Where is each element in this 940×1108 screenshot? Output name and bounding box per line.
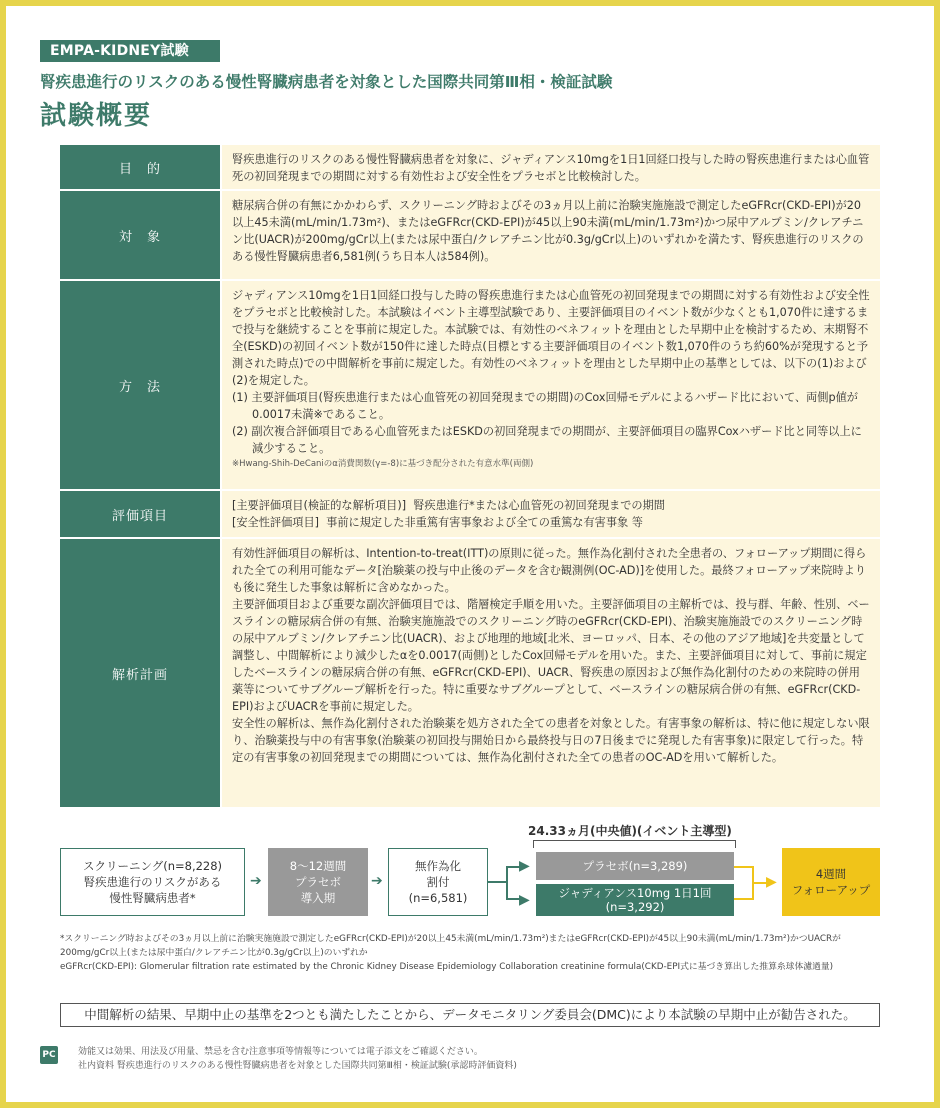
footnote-line-1: *スクリーニング時およびその3ヵ月以上前に治験実施施設で測定したeGFRcr(CKD-EPI)が20以上45未満(mL/min/1.73m²)またはeGFRcr(CKD-EPI)が45以上90未満(mL/min/1.73m²)かつUACRが200mg/gCr以上(または尿中蛋白/クレアチニン比が0.3g/gCr以上)のいずれか (60, 934, 841, 958)
fu-line-2: フォローアップ (791, 883, 871, 897)
legal-line-1: 効能又は効果、用法及び用量、禁忌を含む注意事項等情報等については電子添文をご確認ください。 (78, 1047, 483, 1057)
row-purpose (60, 145, 880, 191)
safety-endpoint-head: [安全性評価項目] (232, 516, 320, 529)
screening-box (60, 848, 245, 916)
screening-line-1: スクリーニング(n=8,228) (82, 859, 223, 873)
screening-line-3: 慢性腎臓病患者* (109, 891, 196, 905)
arrow-right-icon: ▶ (519, 892, 530, 908)
empa-line-1: ジャディアンス10mg 1日1回 (558, 886, 712, 900)
rand-line-1: 無作為化 (415, 859, 461, 873)
median-label: 24.33ヵ月(中央値)(イベント主導型) (528, 824, 732, 838)
method-text: ジャディアンス10mgを1日1回経口投与した時の腎疾患進行または心血管死の初回発現までの期間に対する有効性および安全性をプラセボと比較検討した。本試験はイベント主導型試験であり、主要評価項目のイベント数が少なくとも1,070件に達するまで投与を継続することを事前に規定した。本試験では、有効性のベネフィットを理由とした早期中止を検討するため、末期腎不全(ESKD)の初回イベント数が150件に達した時点(目標とする主要評価項目のイベント数1,070件のうち約60%が発現すると予測された時点)での中間解析を事前に規定した。有効性のベネフィットを理由とした早期中止の基準としては、以下の(1)および(2)を規定した。 (232, 289, 870, 387)
row-label: 対 象 (60, 191, 220, 279)
analysis-p3: 安全性の解析は、無作為化割付された治験薬を処方された全ての患者を対象とした。有害事象の解析は、特に他に規定しない限り、治験薬投与中の有害事象(治験薬の初回投与開始日から最終投与日の7日後までに発現した有害事象)に限定して行った。特定の有害事象の初回発現までの期間については、無作為化割付された全ての患者のOC-ADを用いて解析した。 (232, 717, 870, 764)
arrow-right-icon: ▶ (519, 858, 530, 874)
placebo-label: プラセボ(n=3,289) (582, 859, 688, 873)
randomization-box (388, 848, 488, 916)
rand-line-2: 割付 (426, 875, 450, 889)
followup-box (782, 848, 880, 916)
method-note: ※Hwang-Shih-DeCaniのα消費関数(γ=-8)に基づき配分された有意水準(両側) (232, 459, 534, 469)
notice-box: 中間解析の結果、早期中止の基準を2つとも満たしたことから、データモニタリング委員会(DMC)により本試験の早期中止が勧告された。 (60, 1003, 880, 1027)
screening-line-2: 腎疾患進行のリスクがある (83, 875, 222, 889)
primary-endpoint-head: [主要評価項目(検証的な解析項目)] (232, 499, 407, 512)
method-item-2: (2) 副次複合評価項目である心血管死またはESKDの初回発現までの期間が、主要評価項目の臨界Coxハザード比と同等以上に減少すること。 (232, 425, 862, 455)
overview-table (60, 145, 880, 807)
empagliflozin-arm-box (536, 884, 734, 916)
purpose-text: 腎疾患進行のリスクのある慢性腎臓病患者を対象に、ジャディアンス10mgを1日1回経口投与した時の腎疾患進行または心血管死の初回発現までの期間に対する有効性および安全性をプラセボと比較検討した。 (232, 153, 870, 183)
arrow-right-icon: ▶ (766, 874, 777, 890)
rand-line-3: (n=6,581) (408, 891, 468, 905)
primary-endpoint-text: 腎疾患進行*または心血管死の初回発現までの期間 (413, 499, 665, 512)
footnote (60, 932, 880, 974)
row-label: 方 法 (60, 281, 220, 489)
row-endpoint (60, 491, 880, 539)
connector-line (488, 881, 506, 883)
target-text: 糖尿病合併の有無にかかわらず、スクリーニング時およびその3ヵ月以上前に治験実施施設で測定したeGFRcr(CKD-EPI)が20以上45未満(mL/min/1.73m²)、またはeGFRcr(CKD-EPI)が45以上90未満(mL/min/1.73m²)かつ尿中アルブミン/クレアチニン比(UACR)が200mg/gCr以上(または尿中蛋白/クレアチニン比が0.3g/gCr以上)のいずれかを満たす、腎疾患進行のリスクのある慢性腎臓病患者6,581例(うち日本人は584例)。 (232, 199, 864, 263)
merge-connector (734, 866, 754, 900)
row-target (60, 191, 880, 281)
trial-badge: EMPA-KIDNEY試験 (40, 40, 220, 62)
row-label: 解析計画 (60, 539, 220, 807)
row-analysis (60, 539, 880, 807)
runin-line-1: 8〜12週間 (289, 859, 347, 873)
row-label: 評価項目 (60, 491, 220, 537)
method-item-1: (1) 主要評価項目(腎疾患進行または心血管死の初回発現までの期間)のCox回帰モデルによるハザード比において、両側p値が0.0017未満※であること。 (232, 391, 858, 421)
row-content (220, 281, 880, 489)
placebo-arm-box (536, 852, 734, 880)
pc-logo-icon: PC (40, 1046, 58, 1064)
page-title: 試験概要 (40, 101, 153, 131)
analysis-p2: 主要評価項目および重要な副次評価項目では、階層検定手順を用いた。主要評価項目の主解析では、投与群、年齢、性別、ベースラインの糖尿病合併の有無、治験実施施設でのスクリーニング時のeGFRcr(CKD-EPI)、治験実施施設でのスクリーニング時の尿中アルブミン/クレアチニン比(UACR)、および地理的地域[北米、ヨーロッパ、日本、その他のアジア地域]を共変量として調整し、中間解析により減少したαを0.0017(両側)としたCox回帰モデルを用いた。また、主要評価項目に対して、事前に規定したベースラインの糖尿病合併の有無、eGFRcr(CKD-EPI)、UACR、腎疾患の原因および無作為化割付のための来院時の併用薬等についてサブグループ解析を行った。特に重要なサブグループとして、ベースラインの糖尿病合併の有無、eGFRcr(CKD-EPI)およびUACRを事前に規定した。 (232, 598, 870, 713)
runin-line-2: プラセボ (295, 875, 341, 889)
runin-box (268, 848, 368, 916)
analysis-p1: 有効性評価項目の解析は、Intention-to-treat(ITT)の原則に従った。無作為化割付された全患者の、フォローアップ期間に得られた全ての利用可能なデータ[治験薬の投与中止後のデータを含む観測例(OC-AD)]を使用した。最終フォローアップ来院時よりも後に発生した事象は解析に含めなかった。 (232, 547, 867, 594)
row-content (220, 145, 880, 189)
median-bracket (533, 840, 736, 848)
row-content (220, 539, 880, 807)
fu-line-1: 4週間 (815, 867, 847, 881)
row-label: 目 的 (60, 145, 220, 189)
page-subtitle: 腎疾患進行のリスクのある慢性腎臓病患者を対象とした国際共同第Ⅲ相・検証試験 (40, 73, 613, 91)
footnote-line-2: eGFRcr(CKD-EPI): Glomerular filtration rate estimated by the Chronic Kidney Disease Epidemiology Collaboration creatinine formula(CKD-EPI式に基づき算出した推算糸球体濾過量) (60, 962, 834, 972)
runin-line-3: 導入期 (300, 891, 336, 905)
row-method (60, 281, 880, 491)
legal-line-2: 社内資料 腎疾患進行のリスクのある慢性腎臓病患者を対象とした国際共同第Ⅲ相・検証試験(承認時評価資料) (78, 1061, 517, 1071)
row-content (220, 491, 880, 537)
arrow-right-icon: ➔ (250, 873, 262, 889)
empa-line-2: (n=3,292) (605, 900, 665, 914)
safety-endpoint-text: 事前に規定した非重篤有害事象および全ての重篤な有害事象 等 (326, 516, 643, 529)
arrow-right-icon: ➔ (371, 873, 383, 889)
legal-text (78, 1045, 517, 1073)
row-content (220, 191, 880, 279)
